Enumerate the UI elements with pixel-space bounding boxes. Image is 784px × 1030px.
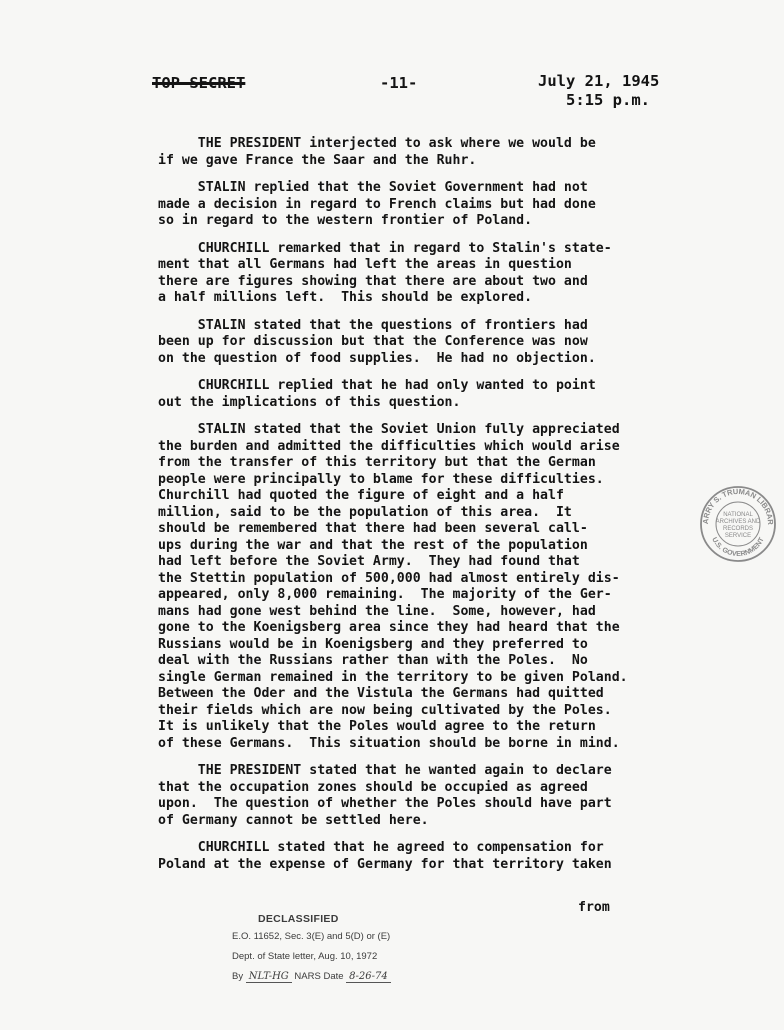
header-date: July 21, 1945 [538,72,660,90]
declassified-date: 8-26-74 [346,971,391,983]
text-line: of Germany cannot be settled here. [158,812,429,828]
text-line: if we gave France the Saar and the Ruhr. [158,152,477,168]
stamp-bottom-text: U.S. GOVERNMENT [710,536,766,559]
text-line: there are figures showing that there are about two and [158,273,588,289]
declassified-nars: NARS Date [294,971,344,982]
header-date-time [538,72,659,110]
paragraph [158,763,738,829]
text-line: should be remembered that there had been several call- [158,521,588,536]
stamp-line-2: ARCHIVES AND [715,519,761,525]
text-line: had left before the Soviet Army. They had found that [158,554,580,569]
document-body [158,136,738,884]
text-line: gone to the Koenigsberg area since they had heard that the [158,620,620,635]
page-number: -11- [380,74,418,92]
text-line: upon. The question of whether the Poles should have part [158,796,612,811]
archives-stamp [698,484,778,564]
text-line: CHURCHILL remarked that in regard to Stalin's state- [158,240,612,256]
text-line: so in regard to the western frontier of Poland. [158,213,533,228]
text-line: that the occupation zones should be occupied as agreed [158,779,588,795]
text-line: CHURCHILL replied that he had only wanted to point [158,378,596,393]
paragraph [158,422,738,752]
text-line: single German remained in the territory to be given Poland. [158,669,628,685]
declassified-by-line [232,971,391,982]
text-line: THE PRESIDENT stated that he wanted again to declare [158,763,612,778]
classification-marking: TOP SECRET [152,74,246,92]
text-line: THE PRESIDENT interjected to ask where we would be [158,136,596,151]
header-time: 5:15 p.m. [566,91,650,109]
stamp-line-1: NATIONAL [723,512,753,518]
text-line: of these Germans. This situation should be borne in mind. [158,735,620,751]
text-line: Between the Oder and the Vistula the Germans had quitted [158,686,604,701]
declassified-by-prefix: By [232,971,244,982]
text-line: ment that all Germans had left the areas in question [158,257,572,272]
text-line: STALIN replied that the Soviet Government had not [158,180,588,195]
text-line: Russians would be in Koenigsberg and they preferred to [158,636,588,652]
text-line: a half millions left. This should be explored. [158,290,533,305]
paragraph [158,318,738,368]
text-line: Churchill had quoted the figure of eight and a half [158,488,564,503]
paragraph [158,378,738,411]
text-line: mans had gone west behind the line. Some, however, had [158,603,596,619]
paragraph [158,180,738,230]
text-line: CHURCHILL stated that he agreed to compensation for [158,840,604,855]
declassified-authority: E.O. 11652, Sec. 3(E) and 5(D) or (E) [232,931,391,942]
stamp-line-4: SERVICE [724,533,752,539]
text-line: STALIN stated that the Soviet Union fully appreciated [158,422,620,437]
text-line: made a decision in regard to French claims but had done [158,196,596,212]
declassified-letter: Dept. of State letter, Aug. 10, 1972 [232,951,378,962]
declassification-stamp [232,913,391,991]
text-line: from the transfer of this territory but that the German [158,455,596,470]
text-line: Poland at the expense of Germany for that territory taken [158,856,612,872]
text-line: their fields which are now being cultivated by the Poles. [158,702,612,718]
paragraph [158,136,738,169]
text-line: the burden and admitted the difficulties which would arise [158,438,620,454]
stamp-line-3: RECORDS [722,526,754,532]
text-line: people were principally to blame for these difficulties. [158,471,604,487]
declassified-initials: NLT-HG [246,971,292,983]
text-line: appeared, only 8,000 remaining. The majority of the Ger- [158,587,612,602]
text-line: STALIN stated that the questions of frontiers had [158,317,588,333]
paragraph [158,241,738,307]
text-line: ups during the war and that the rest of the population [158,537,588,553]
text-line: out the implications of this question. [158,394,461,410]
text-line: the Stettin population of 500,000 had almost entirely dis- [158,570,620,586]
paragraph [158,840,738,873]
continuation-word: from [578,900,610,915]
text-line: on the question of food supplies. He had no objection. [158,350,596,366]
text-line: It is unlikely that the Poles would agree to the return [158,719,596,734]
text-line: million, said to be the population of this area. It [158,504,572,520]
text-line: been up for discussion but that the Conference was now [158,334,588,349]
declassified-title: DECLASSIFIED [258,913,339,925]
stamp-top-text: ARRY S. TRUMAN LIBRAR [700,486,776,525]
text-line: deal with the Russians rather than with the Poles. No [158,653,588,668]
